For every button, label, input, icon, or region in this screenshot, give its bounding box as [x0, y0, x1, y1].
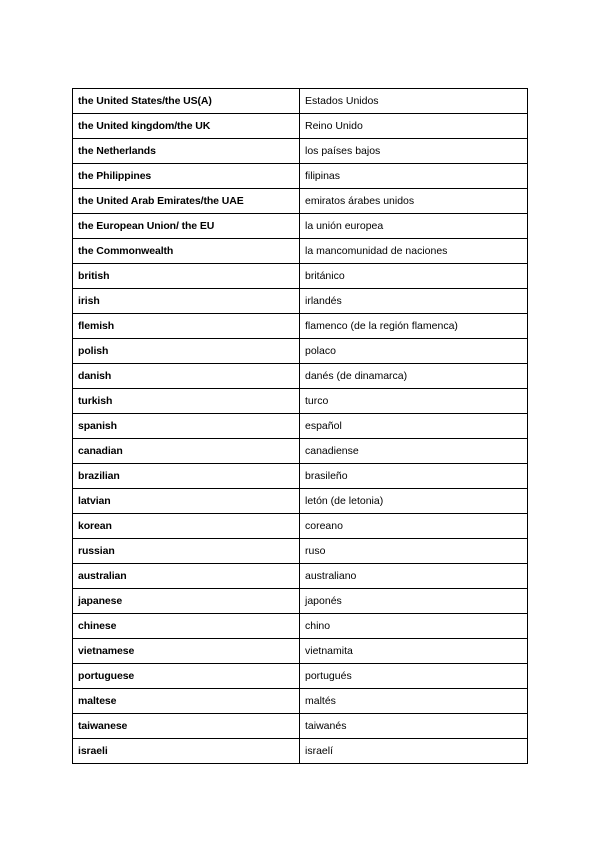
table-row [73, 639, 528, 664]
spanish-translation: japonés [300, 589, 528, 614]
table-row [73, 539, 528, 564]
table-row [73, 189, 528, 214]
spanish-translation: taiwanés [300, 714, 528, 739]
spanish-translation: español [300, 414, 528, 439]
english-term: taiwanese [73, 714, 300, 739]
spanish-translation: filipinas [300, 164, 528, 189]
english-term: spanish [73, 414, 300, 439]
table-row [73, 389, 528, 414]
spanish-translation: los países bajos [300, 139, 528, 164]
table-row [73, 264, 528, 289]
table-row [73, 89, 528, 114]
table-row [73, 164, 528, 189]
table-row [73, 414, 528, 439]
english-term: the Commonwealth [73, 239, 300, 264]
spanish-translation: letón (de letonia) [300, 489, 528, 514]
spanish-translation: la mancomunidad de naciones [300, 239, 528, 264]
spanish-translation: vietnamita [300, 639, 528, 664]
table-row [73, 489, 528, 514]
table-row [73, 364, 528, 389]
english-term: portuguese [73, 664, 300, 689]
spanish-translation: británico [300, 264, 528, 289]
english-term: the United States/the US(A) [73, 89, 300, 114]
english-term: latvian [73, 489, 300, 514]
spanish-translation: canadiense [300, 439, 528, 464]
english-term: israeli [73, 739, 300, 764]
spanish-translation: la unión europea [300, 214, 528, 239]
english-term: japanese [73, 589, 300, 614]
english-term: polish [73, 339, 300, 364]
spanish-translation: irlandés [300, 289, 528, 314]
table-row [73, 289, 528, 314]
spanish-translation: danés (de dinamarca) [300, 364, 528, 389]
spanish-translation: australiano [300, 564, 528, 589]
english-term: chinese [73, 614, 300, 639]
table-row [73, 239, 528, 264]
english-term: maltese [73, 689, 300, 714]
english-term: brazilian [73, 464, 300, 489]
table-row [73, 689, 528, 714]
spanish-translation: turco [300, 389, 528, 414]
table-row [73, 464, 528, 489]
table-row [73, 139, 528, 164]
table-row [73, 314, 528, 339]
spanish-translation: polaco [300, 339, 528, 364]
vocabulary-table [72, 88, 528, 764]
english-term: the European Union/ the EU [73, 214, 300, 239]
spanish-translation: chino [300, 614, 528, 639]
table-row [73, 339, 528, 364]
spanish-translation: maltés [300, 689, 528, 714]
table-row [73, 439, 528, 464]
table-row [73, 714, 528, 739]
table-row [73, 564, 528, 589]
english-term: vietnamese [73, 639, 300, 664]
spanish-translation: flamenco (de la región flamenca) [300, 314, 528, 339]
spanish-translation: ruso [300, 539, 528, 564]
english-term: flemish [73, 314, 300, 339]
spanish-translation: Estados Unidos [300, 89, 528, 114]
table-row [73, 589, 528, 614]
english-term: korean [73, 514, 300, 539]
english-term: british [73, 264, 300, 289]
spanish-translation: emiratos árabes unidos [300, 189, 528, 214]
table-row [73, 664, 528, 689]
spanish-translation: Reino Unido [300, 114, 528, 139]
spanish-translation: portugués [300, 664, 528, 689]
english-term: the United Arab Emirates/the UAE [73, 189, 300, 214]
table-row [73, 739, 528, 764]
table-row [73, 114, 528, 139]
spanish-translation: brasileño [300, 464, 528, 489]
english-term: danish [73, 364, 300, 389]
spanish-translation: israelí [300, 739, 528, 764]
table-row [73, 214, 528, 239]
english-term: the United kingdom/the UK [73, 114, 300, 139]
spanish-translation: coreano [300, 514, 528, 539]
english-term: turkish [73, 389, 300, 414]
vocabulary-table-body [73, 89, 528, 764]
english-term: russian [73, 539, 300, 564]
english-term: canadian [73, 439, 300, 464]
table-row [73, 514, 528, 539]
english-term: the Netherlands [73, 139, 300, 164]
english-term: the Philippines [73, 164, 300, 189]
english-term: australian [73, 564, 300, 589]
english-term: irish [73, 289, 300, 314]
table-row [73, 614, 528, 639]
